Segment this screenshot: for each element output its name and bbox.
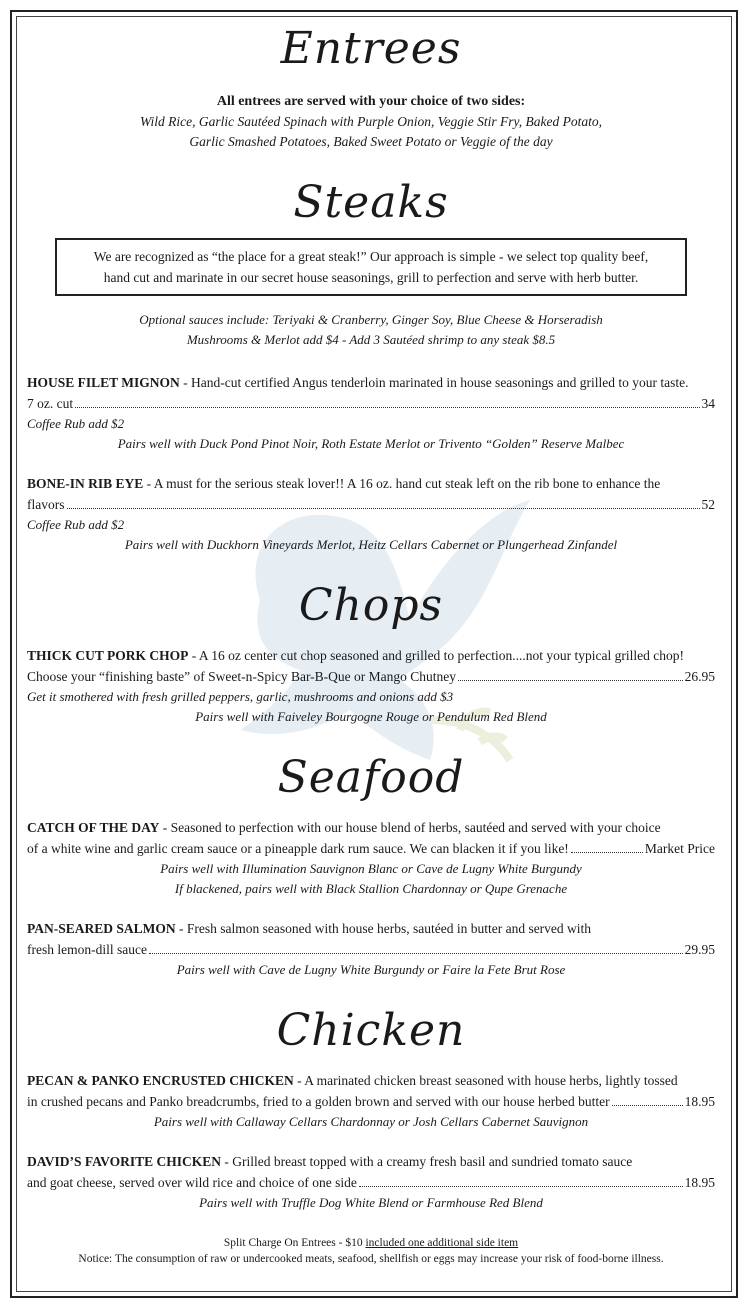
split-charge-underlined: included one additional side item: [365, 1237, 519, 1249]
menu-item-davids-chicken: [27, 1151, 715, 1213]
item-description: - Grilled breast topped with a creamy fresh basil and sundried tomato sauce: [221, 1154, 633, 1169]
wine-pairing: Pairs well with Illumination Sauvignon Blanc or Cave de Lugny White Burgundy: [160, 861, 582, 876]
food-safety-notice: Notice: The consumption of raw or undercooked meats, seafood, shellfish or eggs may increase your risk of food-borne illness.: [78, 1253, 664, 1265]
entrees-heading: Entrees: [280, 23, 462, 74]
sauces-line-1: Optional sauces include: Teriyaki & Cranberry, Ginger Soy, Blue Cheese & Horseradish: [139, 312, 603, 327]
item-name: HOUSE FILET MIGNON: [27, 375, 180, 390]
item-addon: Coffee Rub add $2: [27, 517, 125, 532]
item-name: CATCH OF THE DAY: [27, 820, 160, 835]
menu-item-salmon: [27, 918, 715, 980]
sides-list-line-1: Wild Rice, Garlic Sautéed Spinach with Purple Onion, Veggie Stir Fry, Baked Potato,: [140, 114, 602, 129]
item-description: - A must for the serious steak lover!! A 16 oz. hand cut steak left on the rib bone to enhance the: [143, 476, 661, 491]
item-price: 18.95: [684, 1175, 715, 1190]
item-price: 26.95: [684, 669, 715, 684]
item-description: - A marinated chicken breast seasoned with house herbs, lightly tossed: [293, 1073, 678, 1088]
item-price-line: [27, 1172, 715, 1193]
item-portion: fresh lemon-dill sauce: [27, 942, 147, 957]
item-price: 18.95: [684, 1094, 715, 1109]
item-price-line: [27, 494, 715, 515]
optional-sauces: [27, 310, 715, 350]
seafood-heading: Seafood: [277, 752, 465, 803]
item-name: DAVID’S FAVORITE CHICKEN: [27, 1154, 222, 1169]
steaks-heading: Steaks: [293, 177, 449, 228]
wine-pairing: Pairs well with Cave de Lugny White Burgundy or Faire la Fete Brut Rose: [176, 962, 566, 977]
wine-pairing: Pairs well with Callaway Cellars Chardonnay or Josh Cellars Cabernet Sauvignon: [153, 1114, 589, 1129]
steak-box-line-2: hand cut and marinate in our secret house seasonings, grill to perfection and serve with herb butter.: [103, 270, 639, 285]
item-description: - A 16 oz center cut chop seasoned and grilled to perfection....not your typical grilled chop!: [188, 648, 684, 663]
steak-box-line-1: We are recognized as “the place for a great steak!” Our approach is simple - we select top quality beef,: [93, 249, 649, 264]
item-price-line: [27, 1091, 715, 1112]
item-price-line: [27, 939, 715, 960]
chicken-heading: Chicken: [276, 1005, 466, 1056]
menu-item-rib-eye: [27, 473, 715, 555]
menu-item-filet-mignon: [27, 372, 715, 454]
menu-item-catch-of-the-day: [27, 817, 715, 899]
wine-pairing: Pairs well with Duckhorn Vineyards Merlot, Heitz Cellars Cabernet or Plungerhead Zinfandel: [124, 537, 618, 552]
item-price: 52: [701, 497, 715, 512]
item-description: - Hand-cut certified Angus tenderloin marinated in house seasonings and grilled to your taste.: [179, 375, 689, 390]
item-price-line: [27, 666, 715, 687]
item-price: Market Price: [644, 841, 715, 856]
item-price-line: [27, 393, 715, 414]
item-name: PAN-SEARED SALMON: [27, 921, 176, 936]
item-portion: flavors: [27, 497, 65, 512]
item-name: THICK CUT PORK CHOP: [27, 648, 189, 663]
item-portion: and goat cheese, served over wild rice and choice of one side: [27, 1175, 357, 1190]
sides-intro: All entrees are served with your choice of two sides:: [216, 94, 526, 109]
menu-item-pecan-chicken: [27, 1070, 715, 1132]
split-charge-text: Split Charge On Entrees - $10: [223, 1237, 366, 1249]
sides-list-line-2: Garlic Smashed Potatoes, Baked Sweet Potato or Veggie of the day: [189, 134, 553, 149]
item-description: - Fresh salmon seasoned with house herbs, sautéed in butter and served with: [175, 921, 592, 936]
steak-philosophy-box: [55, 238, 687, 296]
item-portion: 7 oz. cut: [27, 396, 74, 411]
menu-item-pork-chop: [27, 645, 715, 727]
sauces-line-2: Mushrooms & Merlot add $4 - Add 3 Sautéed shrimp to any steak $8.5: [186, 332, 556, 347]
item-name: BONE-IN RIB EYE: [27, 476, 144, 491]
item-portion: in crushed pecans and Panko breadcrumbs, fried to a golden brown and served with our house herbed butter: [27, 1094, 610, 1109]
item-portion: Choose your “finishing baste” of Sweet-n-Spicy Bar-B-Que or Mango Chutney: [27, 669, 457, 684]
wine-pairing-blackened: If blackened, pairs well with Black Stallion Chardonnay or Qupe Grenache: [174, 881, 568, 896]
item-addon: Get it smothered with fresh grilled peppers, garlic, mushrooms and onions add $3: [27, 689, 454, 704]
item-portion: of a white wine and garlic cream sauce or a pineapple dark rum sauce. We can blacken it if you like!: [27, 841, 569, 856]
item-addon: Coffee Rub add $2: [27, 416, 125, 431]
split-charge-note: [27, 1235, 715, 1251]
wine-pairing: Pairs well with Faiveley Bourgogne Rouge or Pendulum Red Blend: [195, 709, 547, 724]
chops-heading: Chops: [298, 580, 444, 631]
item-name: PECAN & PANKO ENCRUSTED CHICKEN: [27, 1073, 294, 1088]
item-price: 29.95: [684, 942, 715, 957]
wine-pairing: Pairs well with Duck Pond Pinot Noir, Roth Estate Merlot or Trivento “Golden” Reserve Malbec: [117, 436, 625, 451]
menu-content: [27, 24, 715, 1267]
item-price: 34: [701, 396, 715, 411]
wine-pairing: Pairs well with Truffle Dog White Blend or Farmhouse Red Blend: [199, 1195, 543, 1210]
item-price-line: [27, 838, 715, 859]
item-description: - Seasoned to perfection with our house blend of herbs, sautéed and served with your choice: [159, 820, 661, 835]
